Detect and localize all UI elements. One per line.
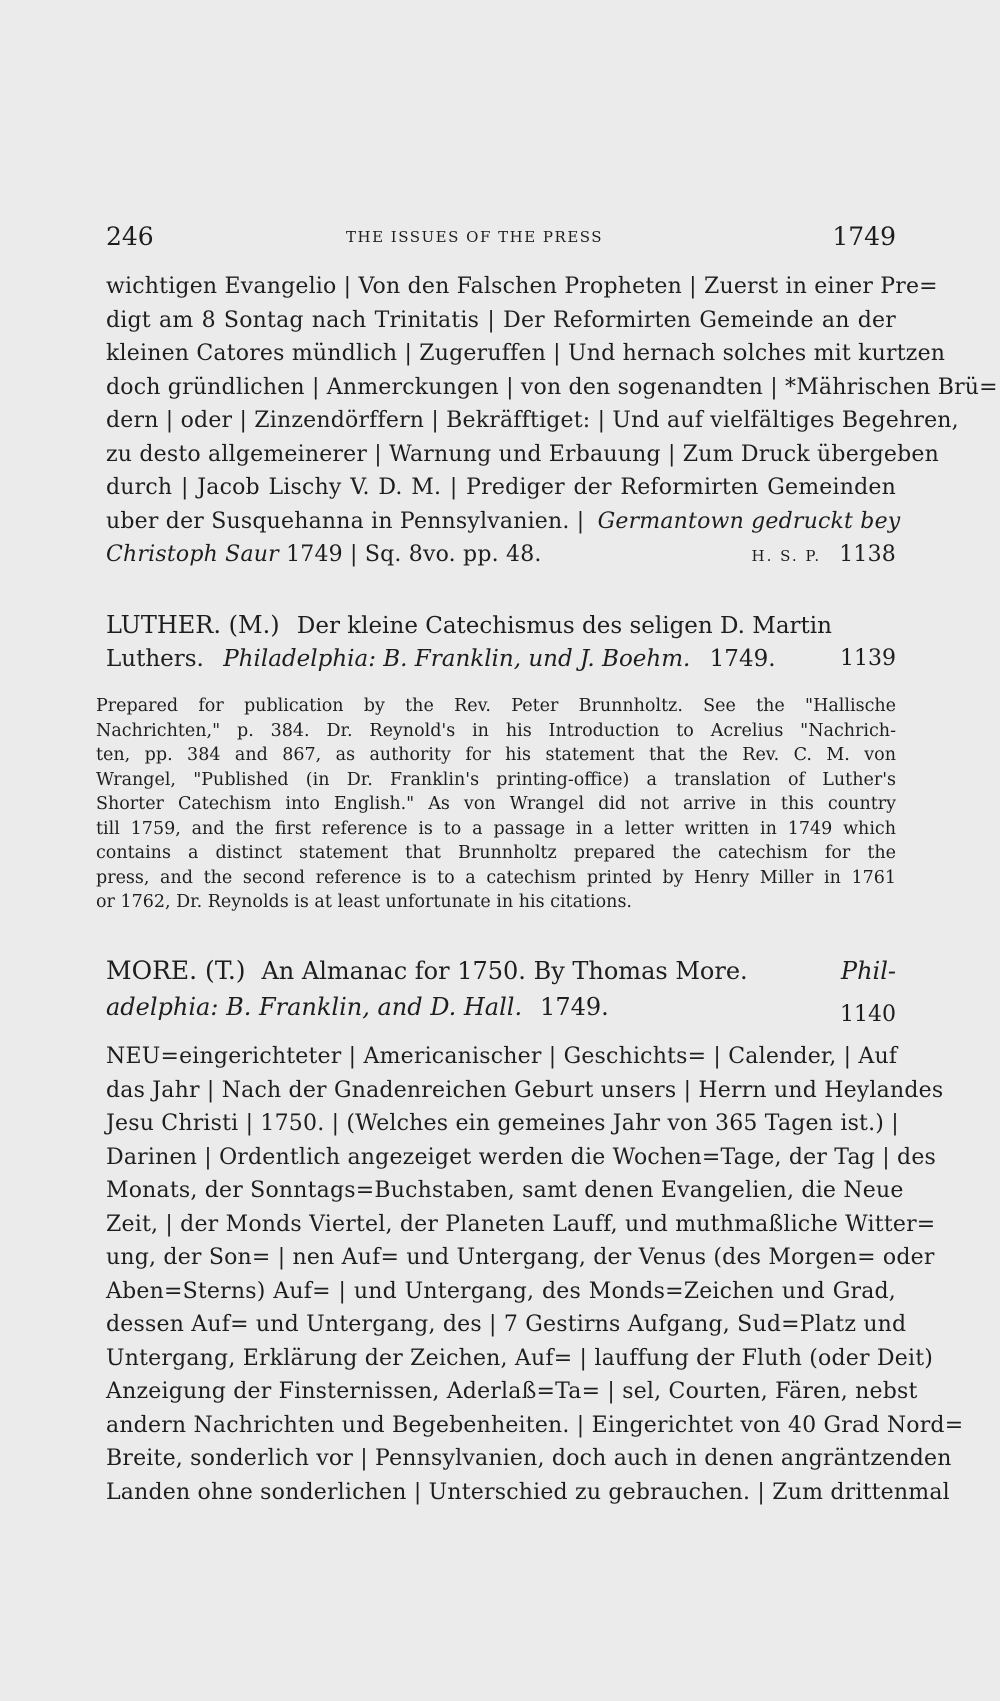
title: Der kleine Catechismus des seligen D. Martin [296,613,832,639]
note-line: Prepared for publication by the Rev. Peter Brunnholtz. See the "Hallische [96,696,896,716]
note-line: Shorter Catechism into English." As von Wrangel did not arrive in this country [96,794,896,814]
text-line: digt am 8 Sontag nach Trinitatis | Der Reformirten Gemeinde an der [106,307,896,333]
note-line: Nachrichten," p. 384. Dr. Reynold's in his Introduction to Acrelius "Nachrich- [96,720,896,741]
entry-1139-note [96,694,896,915]
imprint: adelphia: B. Franklin, and D. Hall. [106,993,523,1021]
text-line: wichtigen Evangelio | Von den Falschen Propheten | Zuerst in einer Pre= [106,274,938,299]
entry-heading-line [106,989,896,1025]
note-line: contains a distinct statement that Brunnholtz prepared the catechism for the [96,843,896,863]
running-head [106,222,896,256]
note-line: till 1759, and the first reference is to a passage in a letter written in 1749 which [96,818,896,839]
text-line: ung, der Son= | nen Auf= und Untergang, der Venus (des Morgen= oder [106,1245,935,1270]
imprint-line [106,538,896,572]
year: 1749. [540,993,609,1021]
entry-number: 1139 [840,646,896,671]
printer-name: Christoph Saur [106,542,279,567]
text-line: Anzeigung der Finsternissen, Aderlaß=Ta= | sel, Courten, Fären, nebst [106,1379,918,1404]
text-line: durch | Jacob Lischy V. D. M. | Prediger der Reformirten Gemeinden [106,475,896,500]
format: 1749 | Sq. 8vo. pp. 48. [286,542,542,567]
note-line: press, and the second reference is to a catechism printed by Henry Miller in 1761 [96,867,896,888]
text-line: Darinen | Ordentlich angezeiget werden die Wochen=Tage, der Tag | des [106,1144,937,1170]
entry-number: 1140 [840,1002,896,1027]
entry-1138-text [106,270,998,574]
text-line: Zeit, | der Monds Viertel, der Planeten Lauff, und muthmaßliche Witter= [106,1211,936,1237]
author: LUTHER. (M.) [106,611,280,639]
text-line: Monats, der Sonntags=Buchstaben, samt denen Evangelien, die Neue [106,1178,904,1203]
author: MORE. (T.) [106,956,246,985]
entry-number-value: 1138 [839,542,896,567]
text-line: Breite, sonderlich vor | Pennsylvanien, doch auch in denen angräntzenden [106,1446,952,1471]
imprint: Phil- [840,957,896,985]
text-line: NEU=eingerichteter | Americanischer | Geschichts= | Calender, | Auf [106,1044,898,1069]
text-line-fragment: uber der Susquehanna in Pennsylvanien. | [106,508,585,534]
title: An Almanac for 1750. By Thomas More. [261,957,748,985]
note-line: or 1762, Dr. Reynolds is at least unfortunate in his citations. [96,892,632,912]
entry-1140-text [106,1040,964,1509]
entry-heading-line [106,608,896,642]
entry-1140-heading [106,953,896,1033]
text-line: das Jahr | Nach der Gnadenreichen Geburt unsers | Herrn und Heylandes [106,1077,944,1103]
text-line: andern Nachrichten und Begebenheiten. | Eingerichtet von 40 Grad Nord= [106,1412,964,1438]
text-line: zu desto allgemeinerer | Warnung und Erbauung | Zum Druck übergeben [106,441,940,467]
entry-1139 [106,608,896,676]
title-cont: Luthers. [106,646,204,672]
entry-number [751,538,896,574]
entry-heading-line [106,953,896,989]
entry-heading-line [106,642,896,676]
text-line: Untergang, Erklärung der Zeichen, Auf= | lauffung der Fluth (oder Deit) [106,1345,934,1371]
page-number: 246 [106,222,154,251]
text-line: Jesu Christi | 1750. | (Welches ein gemeines Jahr von 365 Tagen ist.) | [106,1111,899,1136]
text-line: Landen ohne sonderlichen | Unterschied zu gebrauchen. | Zum drittenmal [106,1479,950,1505]
text-line: dessen Auf= und Untergang, des | 7 Gestirns Aufgang, Sud=Platz und [106,1312,907,1337]
location-code: H. S. P. [751,547,822,565]
year: 1749. [709,646,776,672]
note-line: Wrangel, "Published (in Dr. Franklin's printing-office) a translation of Luther's [96,769,896,790]
header-year: 1749 [832,222,896,251]
text-line: dern | oder | Zinzendörffern | Bekräfftiget: | Und auf vielfältiges Begehren, [106,408,959,433]
text-line: doch gründlichen | Anmerckungen | von den sogenandten | *Mährischen Brü= [106,374,998,400]
imprint: Philadelphia: B. Franklin, und J. Boehm. [223,646,691,672]
running-title: THE ISSUES OF THE PRESS [346,228,604,246]
note-line: ten, pp. 384 and 867, as authority for his statement that the Rev. C. M. von [96,745,896,765]
text-line: kleinen Catores mündlich | Zugeruffen | Und hernach solches mit kurtzen [106,341,946,366]
text-line [106,505,901,539]
imprint: Germantown gedruckt bey [597,508,901,534]
text-line: Aben=Sterns) Auf= | und Untergang, des Monds=Zeichen und Grad, [106,1278,896,1304]
